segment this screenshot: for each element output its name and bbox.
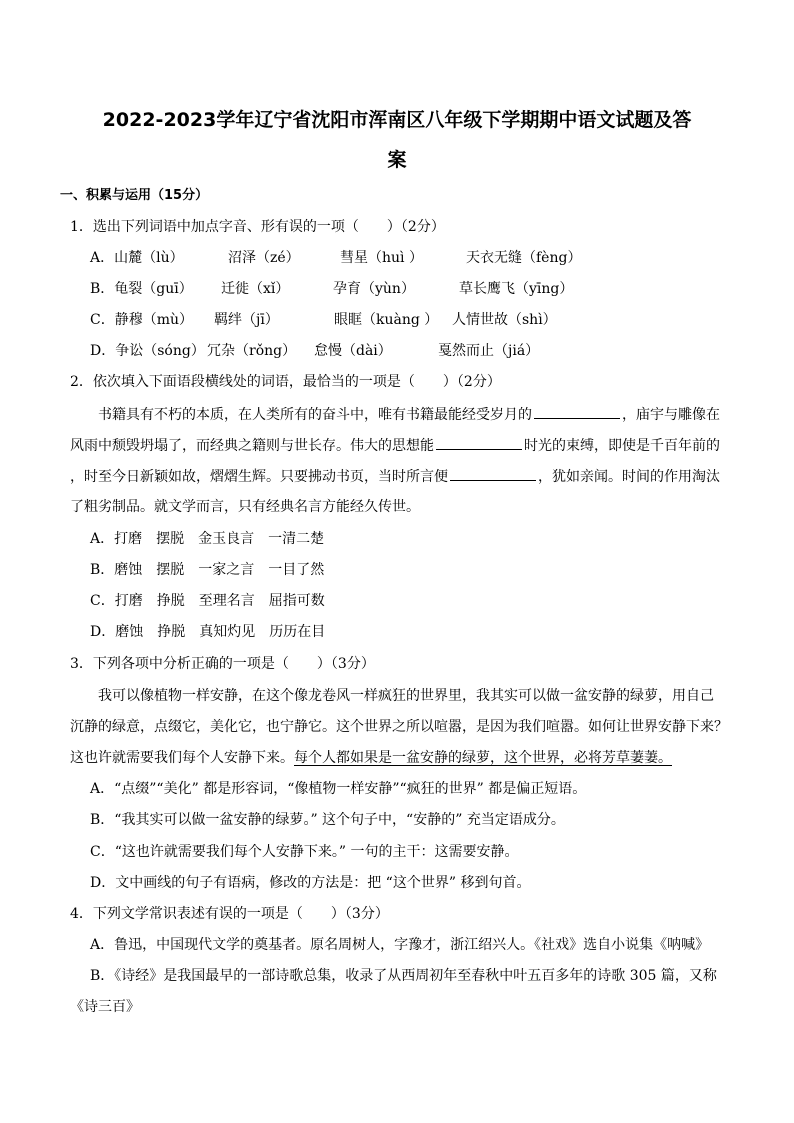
question-1-stem: 1．选出下列词语中加点字音、形有误的一项（ ）（2分） (70, 219, 445, 235)
fill-blank (450, 466, 536, 481)
fill-blank (534, 404, 620, 419)
question-2-stem: 2．依次填入下面语段横线处的词语，最恰当的一项是（ ）（2分） (70, 374, 501, 390)
fill-blank (436, 435, 522, 450)
question-3-option-d: D．文中画线的句子有语病，修改的方法是：把 “这个世界” 移到句首。 (90, 875, 531, 891)
question-3-passage-line: 沉静的绿意，点缀它，美化它，也宁静它。这个世界之所以喧嚣，是因为我们喧嚣。如何让世界安静下来？ (70, 719, 728, 735)
question-2-option-c: C．打磨 挣脱 至理名言 屈指可数 (90, 593, 325, 609)
question-2-passage-line: 了粗劣制品。就文学而言，只有经典名言方能经久传世。 (70, 499, 420, 515)
question-3-stem: 3．下列各项中分析正确的一项是（ ）（3分） (70, 656, 375, 672)
question-3-passage-line: 我可以像植物一样安静，在这个像龙卷风一样疯狂的世界里，我其实可以做一盆安静的绿萝，用自己 (98, 688, 714, 704)
document-page: 2022-2023学年辽宁省沈阳市浑南区八年级下学期期中语文试题及答 案 一、积累与运用（15分） 1．选出下列词语中加点字音、形有误的一项（ ）（2分） A．山麓（lù） 沼泽（zé） 彗星（huì ） 天衣无缝（fèng） B．龟裂（guī） 迁徙（xǐ） 孕育（yùn） 草长鹰飞（yīng） C．静穆（mù） 羁绊（jī） 眼眶（kuàng ） 人情世故（shì） D．争讼（sóng） 冗杂（rǒng） 怠慢（dài） 戛然而止（jiá） 2．依次填入下面语段横线处的词语，最恰当的一项是（ ）（2分） 书籍具有不朽的本质，在人类所有的奋斗中，唯有书籍最能经受岁月的 ，庙宇与雕像在 风雨中颓毁坍塌了，而经典之籍则与世长存。伟大的思想能 时光的束缚，即使是千百年前的 ，时至今日新颖如故，熠熠生辉。只要拂动书页，当时所言便 ，犹如亲闻。时间的作用淘汰 了粗劣制品。就文学而言，只有经典名言方能经久传世。 A．打磨 摆脱 金玉良言 一清二楚 B．磨蚀 摆脱 一家之言 一目了然 C．打磨 挣脱 至理名言 屈指可数 D．磨蚀 挣脱 真知灼见 历历在目 3．下列各项中分析正确的一项是（ ）（3分） 我可以像植物一样安静，在这个像龙卷风一样疯狂的世界里，我其实可以做一盆安静的绿萝，用自己 沉静的绿意，点缀它，美化它，也宁静它。这个世界之所以喧嚣，是因为我们喧嚣。如何让世界安静下来？ 这也许就需要我们每个人安静下来。每个人都如果是一盆安静的绿萝，这个世界，必将芳草萋萋。 A．“点缀”“美化” 都是形容词，“像植物一样安静”“疯狂的世界” 都是偏正短语。 B．“我其实可以做一盆安静的绿萝。” 这个句子中，“安静的” 充当定语成分。 C．“这也许就需要我们每个人安静下来。” 一句的主干：这需要安静。 D．文中画线的句子有语病，修改的方法是：把 “这个世界” 移到句首。 4．下列文学常识表述有误的一项是（ ）（3分） A．鲁迅，中国现代文学的奠基者。原名周树人，字豫才，浙江绍兴人。《社戏》选自小说集《呐喊》 B．《诗经》是我国最早的一部诗歌总集，收录了从西周初年至春秋中叶五百多年的诗歌 305 篇，又称 《诗三百》 (0, 0, 794, 1123)
question-2-passage-line: 风雨中颓毁坍塌了，而经典之籍则与世长存。伟大的思想能 时光的束缚，即使是千百年前的 (70, 435, 720, 456)
question-2-option-d: D．磨蚀 挣脱 真知灼见 历历在目 (90, 624, 326, 640)
question-4-option-b: B．《诗经》是我国最早的一部诗歌总集，收录了从西周初年至春秋中叶五百多年的诗歌 305 篇，又称 (90, 968, 717, 984)
question-3-passage-line: 这也许就需要我们每个人安静下来。每个人都如果是一盆安静的绿萝，这个世界，必将芳草萋萋。 (70, 750, 672, 766)
document-title-continued: 案 (387, 149, 407, 171)
question-3-option-b: B．“我其实可以做一盆安静的绿萝。” 这个句子中，“安静的” 充当定语成分。 (90, 812, 565, 828)
section-heading: 一、积累与运用（15分） (60, 188, 209, 203)
question-2-option-b: B．磨蚀 摆脱 一家之言 一目了然 (90, 562, 325, 578)
question-4-option-b-continued: 《诗三百》 (70, 999, 140, 1015)
document-title: 2022-2023学年辽宁省沈阳市浑南区八年级下学期期中语文试题及答 (102, 109, 692, 131)
question-4-stem: 4．下列文学常识表述有误的一项是（ ）（3分） (70, 906, 389, 922)
question-2-passage-line: ，时至今日新颖如故，熠熠生辉。只要拂动书页，当时所言便 ，犹如亲闻。时间的作用淘汰 (70, 466, 720, 487)
question-2-passage-line: 书籍具有不朽的本质，在人类所有的奋斗中，唯有书籍最能经受岁月的 ，庙宇与雕像在 (98, 404, 720, 425)
underlined-sentence: 每个人都如果是一盆安静的绿萝，这个世界，必将芳草萋萋。 (294, 750, 672, 766)
question-4-option-a: A．鲁迅，中国现代文学的奠基者。原名周树人，字豫才，浙江绍兴人。《社戏》选自小说集《呐喊》 (90, 937, 710, 953)
question-3-option-a: A．“点缀”“美化” 都是形容词，“像植物一样安静”“疯狂的世界” 都是偏正短语。 (90, 781, 587, 797)
question-2-option-a: A．打磨 摆脱 金玉良言 一清二楚 (90, 531, 325, 547)
question-3-option-c: C．“这也许就需要我们每个人安静下来。” 一句的主干：这需要安静。 (90, 844, 519, 860)
